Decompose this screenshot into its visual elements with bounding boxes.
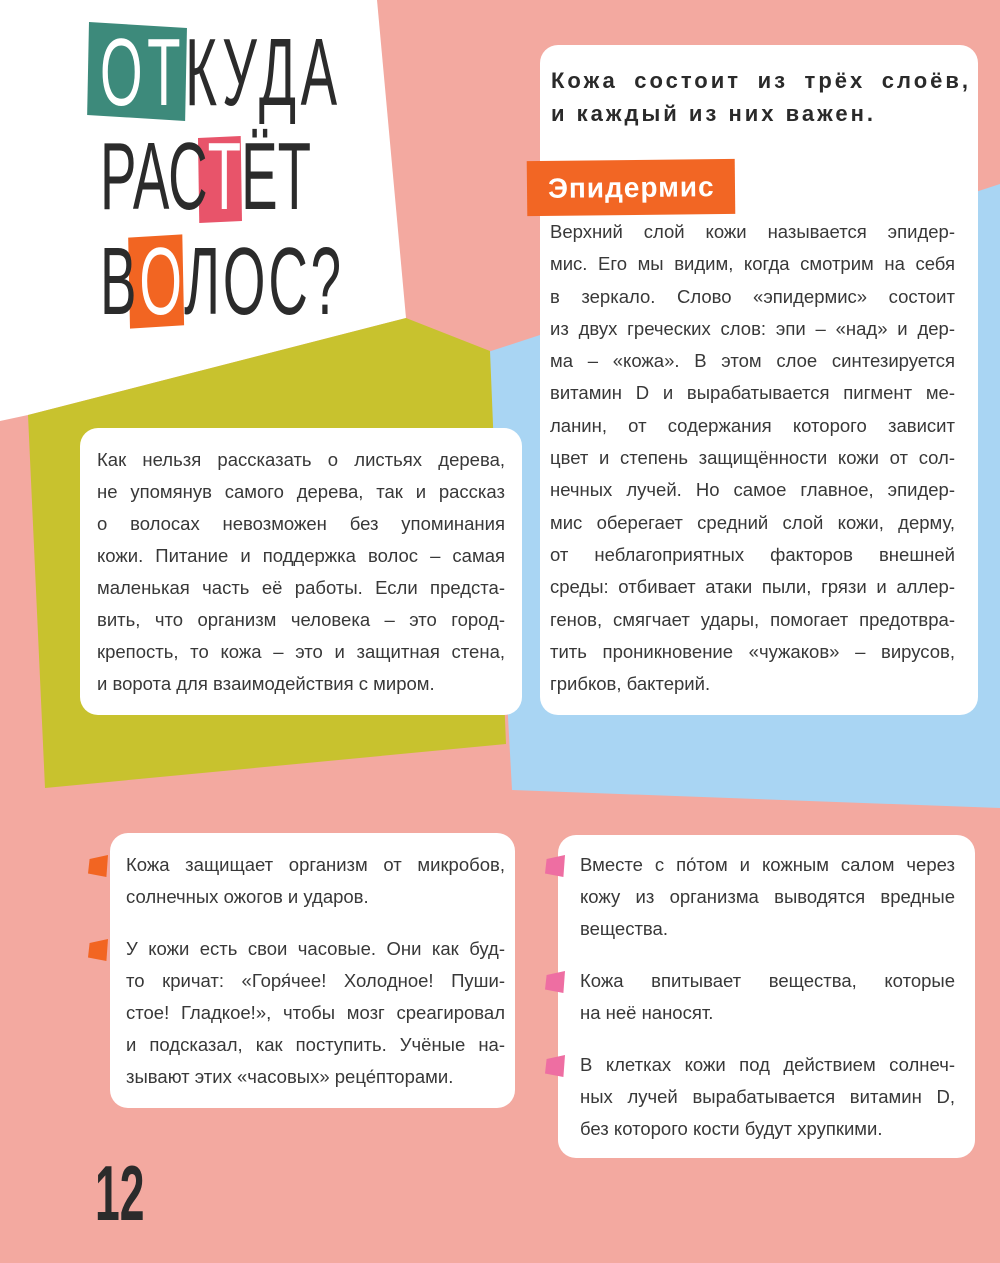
text-line: кожи. Питание и поддержка волос – самая [97,545,505,566]
text-line: ма – «кожа». В этом слое синтезируется [550,350,955,372]
text-line: грибков, бактерий. [550,673,711,695]
text-line: генов, смягчает удары, помогает предотвра- [550,608,955,630]
heading-line: Кожа состоит из трёх слоёв, [551,68,971,93]
fact-item [126,849,505,913]
fact-item [126,933,505,1093]
text-line: мис. Его мы видим, когда смотрим на себя [550,253,955,275]
text-line: то кричат: «Горя́чее! Холодное! Пуши- [126,970,505,991]
title-text: В [100,228,140,335]
facts-card-right [558,835,975,1158]
text-line: Кожа защищает организм от микробов, [126,854,505,875]
text-line: из двух греческих слов: эпи – «над» и дер- [550,317,955,339]
title-line-2 [100,123,312,230]
text-line: У кожи есть свои часовые. Они как буд- [126,938,505,959]
text-line: Как нельзя рассказать о листьях дерева, [97,449,505,470]
text-line: В клетках кожи под действием солнеч- [580,1054,955,1075]
intro-card [80,428,522,715]
text-line: вещества. [580,918,668,939]
title-highlight-teal: ОТ [100,19,186,126]
text-line: не упомянув самого дерева, так и рассказ [97,481,505,502]
text-line: тить проникновение «чужаков» – вирусов, [550,640,955,662]
heading-line: и каждый из них важен. [551,101,877,126]
text-line: от неблагоприятных факторов внешней [550,543,955,565]
text-line: стое! Гладкое!», чтобы мозг среагировал [126,1002,505,1023]
facts-card-left [110,833,515,1108]
fact-item [580,1049,955,1145]
title-text: РАС [100,123,208,230]
text-line: и подсказал, как поступить. Учёные на- [126,1034,505,1055]
fact-item [580,849,955,945]
page-number: 12 [95,1149,145,1237]
text-line: Кожа впитывает вещества, которые [580,970,955,991]
text-line: кожу из организма выводятся вредные [580,886,955,907]
epidermis-paragraph [550,216,955,700]
skin-layers-card [540,45,978,715]
text-line: ных лучей вырабатывается витамин D, [580,1086,955,1107]
text-line: среды: отбивает атаки пыли, грязи и аллер- [550,576,955,598]
text-line: вить, что организм человека – это город- [97,609,505,630]
title-highlight-red: Т [207,123,242,230]
text-line: мис оберегает средний слой кожи, дерму, [550,511,955,533]
text-line: цвет и степень защищённости кожи от сол- [550,447,955,469]
text-line: на неё наносят. [580,1002,714,1023]
text-line: ланин, от содержания которого зависит [550,414,955,436]
text-line: о волосах невозможен без упоминания [97,513,505,534]
title-line-3 [100,228,344,335]
intro-paragraph [97,444,505,700]
epidermis-label: Эпидермис [527,159,736,216]
text-line: Вместе с по́том и кожным салом через [580,854,955,875]
fact-item [580,965,955,1029]
skin-layers-heading [551,64,971,130]
text-line: солнечных ожогов и ударов. [126,886,369,907]
title-text: ЛОС? [184,228,344,335]
text-line: нечных лучей. Но самое главное, эпидер- [550,479,955,501]
text-line: Верхний слой кожи называется эпидер- [550,221,955,242]
text-line: без которого кости будут хрупкими. [580,1118,883,1139]
text-line: маленькая часть её работы. Если предста- [97,577,505,598]
text-line: в зеркало. Слово «эпидермис» состоит [550,285,955,307]
text-line: крепость, то кожа – это и защитная стена, [97,641,505,662]
title-highlight-orange: О [139,228,185,335]
title-text: КУДА [185,19,342,126]
text-line: витамин D и вырабатывается пигмент ме- [550,382,955,404]
text-line: и ворота для взаимодействия с миром. [97,673,435,694]
facts-list [580,849,955,1145]
facts-list [126,849,505,1093]
title-line-1 [100,19,342,126]
title-text: ЁТ [241,123,312,230]
text-line: зывают этих «часовых» реце́пторами. [126,1066,454,1087]
